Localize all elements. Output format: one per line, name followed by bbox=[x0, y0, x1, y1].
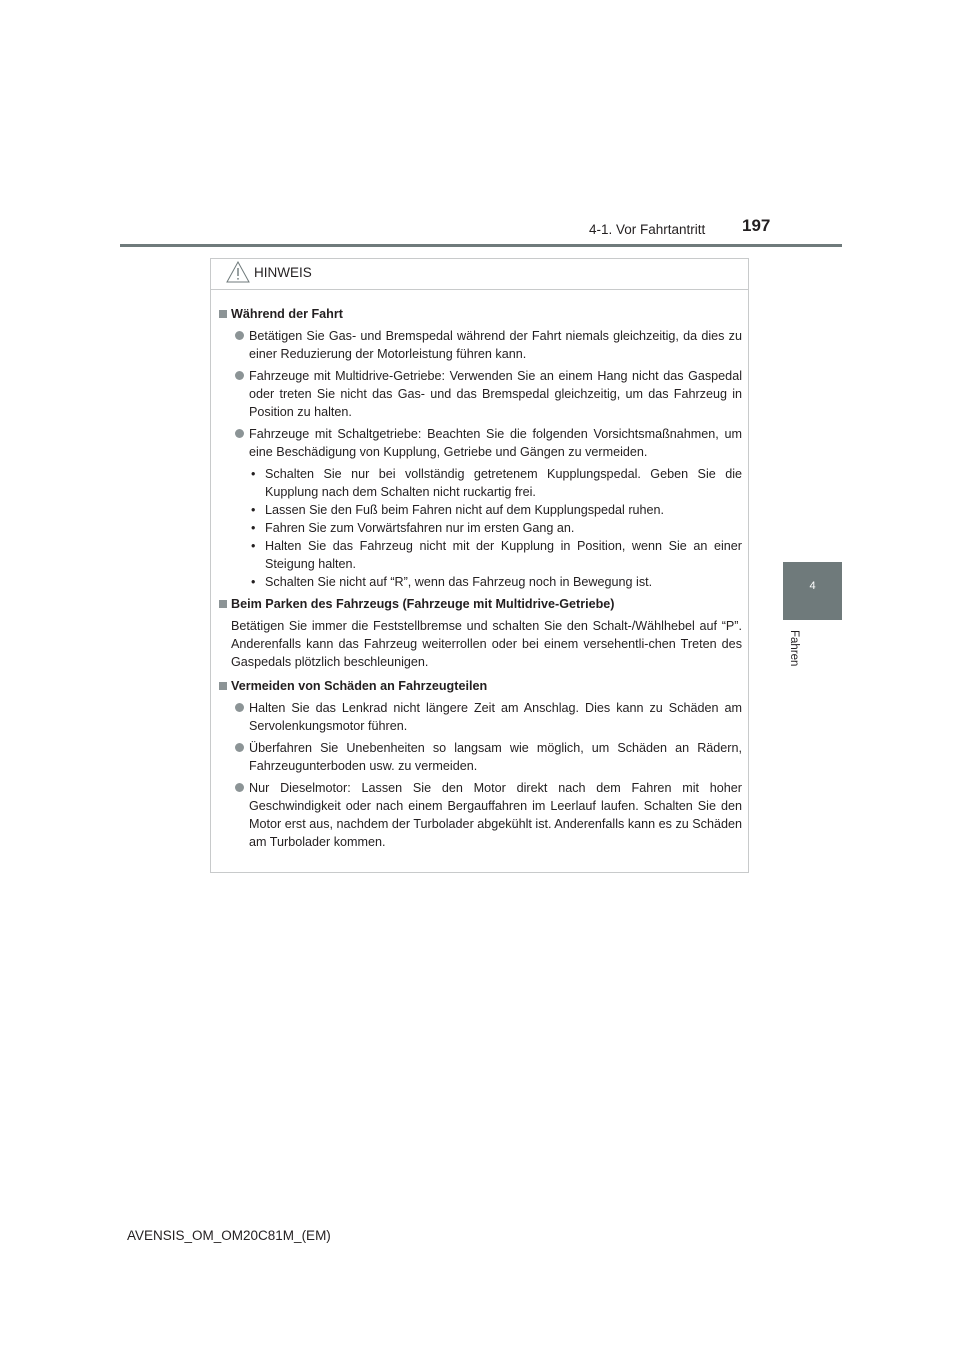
dot-bullet-icon bbox=[235, 371, 244, 380]
dot-bullet-icon bbox=[235, 703, 244, 712]
warning-triangle-icon bbox=[226, 261, 250, 288]
header-rule bbox=[120, 244, 842, 247]
notice-title: HINWEIS bbox=[254, 265, 312, 280]
dot-bullet-icon bbox=[235, 783, 244, 792]
sub-bullet-list bbox=[219, 465, 742, 591]
document-code: AVENSIS_OM_OM20C81M_(EM) bbox=[127, 1228, 331, 1243]
section-heading: Während der Fahrt bbox=[219, 305, 742, 323]
notice-header bbox=[211, 259, 748, 290]
sub-bullet-item: • Schalten Sie nur bei vollständig getretenem Kupplungspedal. Geben Sie die Kupplung nach dem Schalten nicht ruckartig frei. bbox=[251, 467, 742, 499]
list-item: Überfahren Sie Unebenheiten so langsam wie möglich, um Schäden an Rädern, Fahrzeugunterboden usw. zu vermeiden. bbox=[235, 739, 742, 775]
section-heading: Vermeiden von Schäden an Fahrzeugteilen bbox=[219, 677, 742, 695]
page-number: 197 bbox=[742, 216, 771, 235]
section-heading: Beim Parken des Fahrzeugs (Fahrzeuge mit Multidrive-Getriebe) bbox=[219, 595, 742, 613]
list-item: Fahrzeuge mit Schaltgetriebe: Beachten Sie die folgenden Vorsichtsmaßnahmen, um eine Beschädigung von Kupplung, Getriebe und Gängen zu vermeiden. bbox=[235, 425, 742, 461]
sub-bullet-item: • Lassen Sie den Fuß beim Fahren nicht auf dem Kupplungspedal ruhen. bbox=[251, 503, 665, 517]
sub-bullet-item: • Halten Sie das Fahrzeug nicht mit der Kupplung in Position, wenn Sie an einer Steigung halten. bbox=[251, 539, 742, 571]
dot-bullet-icon bbox=[235, 331, 244, 340]
section-title: 4-1. Vor Fahrtantritt bbox=[589, 222, 706, 237]
square-bullet-icon bbox=[219, 310, 227, 318]
chapter-label: Fahren bbox=[788, 630, 800, 667]
square-bullet-icon bbox=[219, 600, 227, 608]
list-item: Halten Sie das Lenkrad nicht längere Zeit am Anschlag. Dies kann zu Schäden am Servolenkungsmotor führen. bbox=[235, 699, 742, 735]
list-item: Nur Dieselmotor: Lassen Sie den Motor direkt nach dem Fahren mit hoher Geschwindigkeit oder nach einem Bergauffahren im Leerlauf laufen. Schalten Sie den Motor erst aus, nachdem der Turbolader abgekühlt ist. Anderenfalls kann es zu Schäden am Turbolader kommen. bbox=[235, 779, 742, 851]
notice-box bbox=[210, 258, 749, 873]
sub-bullet-item: • Fahren Sie zum Vorwärtsfahren nur im ersten Gang an. bbox=[251, 521, 575, 535]
paragraph: Betätigen Sie immer die Feststellbremse und schalten Sie den Schalt-/Wählhebel auf “P”. Anderenfalls kann das Fahrzeug weiterrollen oder bei einem versehentli-chen Treten des Gaspedals plötzlich beschleunigen. bbox=[231, 619, 742, 669]
sub-bullet-item: • Schalten Sie nicht auf “R”, wenn das Fahrzeug noch in Bewegung ist. bbox=[251, 575, 653, 589]
list-item: Fahrzeuge mit Multidrive-Getriebe: Verwenden Sie an einem Hang nicht das Gaspedal oder treten Sie nicht das Gas- und das Bremspedal gleichzeitig, um das Fahrzeug in Position zu halten. bbox=[235, 367, 742, 421]
square-bullet-icon bbox=[219, 682, 227, 690]
list-item: Betätigen Sie Gas- und Bremspedal während der Fahrt niemals gleichzeitig, da dies zu einer Reduzierung der Motorleistung führen kann. bbox=[235, 327, 742, 363]
notice-body bbox=[211, 290, 748, 851]
chapter-tab[interactable]: 4 bbox=[783, 562, 842, 620]
dot-bullet-icon bbox=[235, 743, 244, 752]
dot-bullet-icon bbox=[235, 429, 244, 438]
